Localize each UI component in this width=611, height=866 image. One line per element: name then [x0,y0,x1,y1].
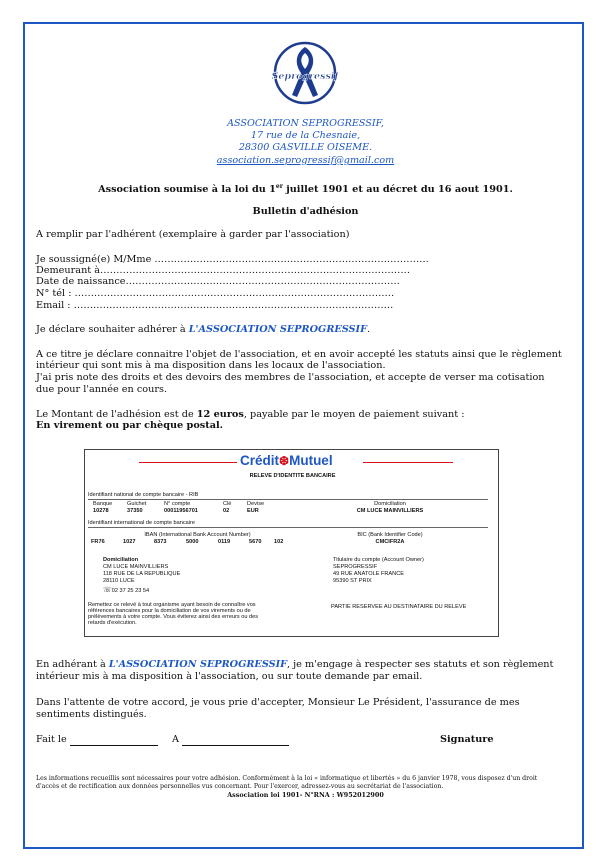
rib-red-line-left [139,462,237,463]
rib-reserved: PARTIE RESERVEE AU DESTINATAIRE DU RELEVE [331,604,467,610]
signature-label[interactable]: Signature [440,734,494,745]
declaration-association-name: L'ASSOCIATION SEPROGRESSIF [188,324,367,335]
field-email[interactable]: Email : ……………………………………………………………………………………… [36,300,394,311]
commit-suffix: , je m'engage à respecter ses statuts et son règlement [287,659,554,670]
rib-iban-6: 5670 [249,539,262,545]
rib-dom-line2: 118 RUE DE LA REPUBLIQUE [103,571,181,577]
amount-prefix: Le Montant de l'adhésion est de [36,409,197,420]
rib-dom-line1: CM LUCE MAINVILLIERS [103,564,169,570]
rib-note-line4: retards d'exécution. [88,620,137,626]
rib-iban-4: 5000 [186,539,199,545]
para1-line3: J'ai pris note des droits et des devoirs des membres de l'association, et accepte de verser ma cotisation [36,372,545,383]
closing-line1: Dans l'attente de votre accord, je vous prie d'accepter, Monsieur Le Président, l'assurance de mes [36,697,520,708]
field-birthdate[interactable]: Date de naissance…………………………………………………………………………. [36,276,400,287]
association-street: 17 rue de la Chesnaie, [250,130,361,141]
bank-brand-right: Mutuel [289,453,333,468]
rib-iban-1: FR76 [91,539,105,545]
rib-holder-title: Titulaire du compte (Account Owner) [333,557,424,563]
association-logo [272,39,338,111]
place-row [172,734,289,746]
rib-val-branch: 37350 [127,508,143,514]
field-address[interactable]: Demeurant à…………………………………………………………………………………… [36,265,411,276]
commitment-line2: intérieur mis à ma disposition à l'association, ou sur toute demande par email. [36,671,423,682]
rib-iban-7: 102 [274,539,284,545]
bank-brand [240,453,333,468]
commit-prefix: En adhérant à [36,659,109,670]
rib-iban-5: 0119 [218,539,231,545]
rib-col-currency: Devise [247,501,265,507]
field-phone[interactable]: N° tél : ……………………………………………………………………………………… [36,288,395,299]
fait-le-label: Fait le [36,734,67,745]
rib-dom-title: Domiciliation [103,557,139,563]
rib-holder-line2: 49 RUE ANATOLE FRANCE [333,571,404,577]
rib-col-key: Clé [223,501,232,507]
rib-bic-label: BIC (Bank Identifier Code) [357,532,423,538]
closing-line2: sentiments distingués. [36,709,147,720]
rib-val-key: 02 [223,508,230,514]
commit-association-name: L'ASSOCIATION SEPROGRESSIF [108,659,288,670]
association-name: ASSOCIATION SEPROGRESSIF, [227,118,384,129]
rib-intl-label: Identifiant international de compte bancaire [88,520,195,526]
rib-holder-line1: SEPROGRESSIF [333,564,378,570]
rib-note-line2: références bancaires pour la domiciliation de vos virements ou de [88,608,251,614]
commitment-line1 [36,659,576,671]
association-city: 28300 GASVILLE OISEME. [238,142,373,153]
rib-val-account: 00011956701 [164,508,198,514]
place-input-line[interactable] [182,745,289,746]
para1-line4: due pour l'année en cours. [36,384,168,395]
form-title: Bulletin d'adhésion [252,206,359,217]
amount-value: 12 euros [196,409,244,420]
phone-icon: ☏ [103,587,112,594]
footer-rna: Association loi 1901- N°RNA : W952012900 [227,791,384,799]
place-label: A [172,734,179,745]
rib-val-bank: 10278 [93,508,109,514]
association-email-link[interactable]: association.seprogressif@gmail.com [216,155,395,166]
bank-brand-left: Crédit [240,453,280,468]
rib-divider-2 [88,527,488,528]
law-suffix: juillet 1901 et au décret du 16 aout 1901. [282,184,513,196]
rib-title: RELEVE D'IDENTITE BANCAIRE [249,473,336,479]
instruction-text: A remplir par l'adhérent (exemplaire à garder par l'association) [36,229,350,240]
footer-line1: Les informations recueillis sont nécessaires pour votre adhésion. Conformément à la loi « informatique et libertés » du 6 janvier 1978, vous disposez d'un droit [36,775,538,782]
logo-text: Seprogressif [272,71,338,82]
rib-col-bank: Banque [93,501,113,507]
rib-iban-label: IBAN (International Bank Account Number) [144,532,251,538]
declaration-prefix: Je déclare souhaiter adhérer à [36,324,189,335]
footer-line2: d'accès et de rectification aux données personnelles vus concernant. Pour l'exercer, adressez-vous au secrétariat de l'association. [36,783,444,790]
rib-phone [103,588,149,595]
rib-val-currency: EUR [247,508,259,514]
declaration [36,324,576,336]
signature-row [36,734,158,746]
rib-dom-line3: 28110 LUCE [103,578,135,584]
rib-divider [88,499,488,500]
rib-iban-3: 8373 [154,539,167,545]
rib-bic-value: CMCIFR2A [375,539,405,545]
rib-col-branch: Guichet [127,501,147,507]
date-input-line[interactable] [70,745,158,746]
amount-line [36,409,576,421]
rib-holder-line3: 95390 ST PRIX [333,578,372,584]
rib-domiciliation-value: CM LUCE MAINVILLIERS [356,508,424,514]
rib-national-label: Identifiant national de compte bancaire - RIB [88,492,199,498]
rib-phone-number: 02 37 25 23 54 [111,588,150,594]
bank-logo-icon: ❆ [279,454,290,468]
declaration-suffix: . [366,324,371,335]
para1-line1: A ce titre je déclare connaitre l'objet de l'association, et en avoir accepté les statuts ainsi que le règlement [36,349,562,360]
para1-line2: intérieur qui sont mis à ma disposition dans les locaux de l'association. [36,360,386,371]
rib-col-account: N° compte [164,501,191,507]
rib-note-line3: prélèvements à votre compte. Vous éviterez ainsi des erreurs ou des [88,614,259,620]
rib-domiciliation-label: Domiciliation [374,501,406,507]
law-prefix: Association soumise à la loi du 1 [98,184,276,196]
law-sup: er [275,183,283,190]
rib-note-line1: Remettez ce relevé à tout organisme ayant besoin de connaître vos [88,602,256,608]
rib-red-line-right [363,462,453,463]
amount-suffix: , payable par le moyen de paiement suivant : [243,409,465,420]
field-name[interactable]: Je soussigné(e) M/Mme …………………………………………………………………………. [36,254,429,265]
law-statement [0,181,611,196]
bank-details-rib [84,449,499,637]
rib-iban-2: 1027 [123,539,136,545]
payment-method: En virement ou par chèque postal. [36,420,224,431]
